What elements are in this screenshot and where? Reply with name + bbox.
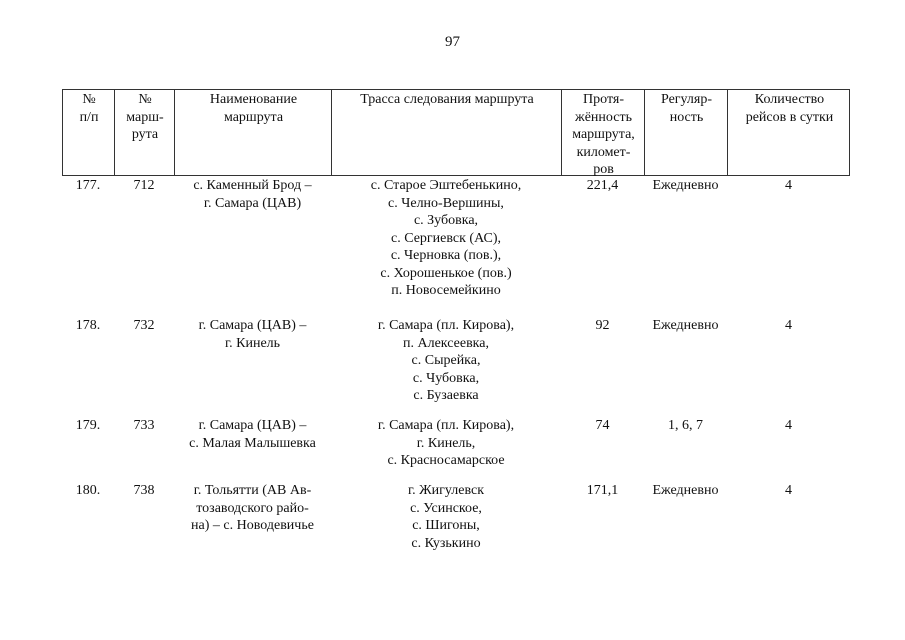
route-path-text: г. Самара (пл. Кирова), (377, 318, 515, 333)
row-number-text: 179. (75, 418, 101, 433)
route-name-cell (174, 177, 331, 212)
row-number-text: 177. (75, 178, 101, 193)
header-text: Наименование (209, 92, 298, 107)
route-path-text: с. Сергиевск (АС), (390, 230, 501, 246)
route-length-text: 74 (595, 418, 610, 433)
route-name-cell (174, 417, 331, 452)
row-number-cell (62, 482, 114, 500)
route-number-cell (114, 417, 174, 435)
trips-per-day-text: 4 (785, 418, 792, 433)
route-path-text: с. Старое Эштебенькино, (370, 178, 522, 193)
row-number-text: 178. (75, 318, 101, 333)
regularity-cell (644, 177, 727, 195)
route-path-text: с. Челно-Вершины, (388, 195, 504, 211)
route-name-text: г. Самара (ЦАВ) – (198, 418, 307, 433)
route-path-text: г. Кинель, (416, 435, 476, 451)
route-path-text: с. Черновка (пов.), (390, 248, 502, 263)
route-name-text: г. Самара (ЦАВ) – (198, 318, 307, 333)
route-path-text: п. Новосемейкино (391, 283, 501, 298)
header-text: Трасса следования маршрута (360, 92, 534, 107)
header-text: № (82, 92, 96, 107)
trips-per-day-text: 4 (785, 318, 792, 333)
route-number-cell (114, 482, 174, 500)
header-text: марш- (126, 109, 164, 125)
route-name-cell (174, 317, 331, 352)
header-text: рейсов в сутки (745, 109, 834, 125)
header-text: п/п (79, 109, 99, 125)
route-number-text: 712 (133, 178, 155, 193)
route-path-text: г. Самара (пл. Кирова), (377, 418, 515, 433)
route-length-cell (561, 177, 644, 195)
row-number-text: 180. (75, 483, 101, 498)
regularity-cell (644, 417, 727, 435)
route-length-text: 221,4 (586, 178, 619, 193)
route-name-text: г. Самара (ЦАВ) (203, 195, 302, 211)
route-name-cell (174, 482, 331, 535)
regularity-text: 1, 6, 7 (668, 418, 703, 433)
header-text: маршрута, (572, 127, 635, 142)
route-length-cell (561, 482, 644, 500)
header-name (175, 90, 332, 176)
header-length (562, 90, 645, 176)
header-text: Регуляр- (660, 92, 713, 107)
route-name-text: с. Малая Малышевка (189, 435, 316, 451)
header-trips (728, 90, 851, 176)
route-path-text: с. Чубовка, (412, 370, 480, 386)
route-length-cell (561, 317, 644, 335)
header-text: километ- (576, 144, 631, 160)
header-text: ность (669, 109, 704, 125)
trips-per-day-text: 4 (785, 483, 792, 498)
route-path-cell (331, 317, 561, 405)
trips-per-day-text: 4 (785, 178, 792, 193)
regularity-text: Ежедневно (652, 178, 719, 193)
row-number-cell (62, 317, 114, 335)
route-path-text: с. Шигоны, (412, 518, 480, 533)
route-path-text: с. Красносамарское (387, 453, 505, 468)
route-name-text: г. Кинель (224, 335, 281, 351)
header-text: № (138, 92, 152, 107)
route-name-text: г. Тольятти (АВ Ав- (193, 483, 312, 498)
trips-per-day-cell (727, 482, 850, 500)
route-path-cell (331, 417, 561, 470)
route-path-text: с. Кузькино (411, 535, 481, 551)
page-number: 97 (445, 34, 460, 50)
trips-per-day-cell (727, 417, 850, 435)
route-name-text: на) – с. Новодевичье (191, 518, 314, 533)
routes-table (62, 89, 850, 551)
route-path-text: с. Сырейка, (411, 353, 481, 368)
route-name-text: тозаводского райо- (196, 500, 309, 516)
route-path-text: с. Зубовка, (413, 213, 479, 228)
header-text: Протя- (583, 92, 624, 107)
row-number-cell (62, 177, 114, 195)
header-num (63, 90, 115, 176)
table-header (62, 89, 850, 176)
trips-per-day-cell (727, 177, 850, 195)
header-text: Количество (754, 92, 825, 107)
regularity-text: Ежедневно (652, 318, 719, 333)
header-text: маршрута (223, 109, 284, 125)
regularity-text: Ежедневно (652, 483, 719, 498)
row-number-cell (62, 417, 114, 435)
regularity-cell (644, 317, 727, 335)
header-text: рута (131, 127, 159, 142)
trips-per-day-cell (727, 317, 850, 335)
route-path-cell (331, 177, 561, 300)
regularity-cell (644, 482, 727, 500)
route-path-text: г. Жигулевск (407, 483, 485, 498)
route-path-text: с. Бузаевка (413, 388, 479, 403)
route-path-text: п. Алексеевка, (403, 335, 489, 351)
header-text: ров (593, 162, 614, 177)
route-number-text: 738 (133, 483, 155, 498)
route-path-text: с. Усинское, (410, 500, 482, 516)
route-name-text: с. Каменный Брод – (193, 178, 312, 193)
header-path (332, 90, 562, 176)
route-length-text: 92 (595, 318, 610, 333)
route-path-text: с. Хорошенькое (пов.) (380, 265, 512, 281)
route-length-cell (561, 417, 644, 435)
header-text: жённость (575, 109, 632, 125)
route-number-text: 733 (133, 418, 155, 433)
route-length-text: 171,1 (586, 483, 619, 498)
header-regularity (645, 90, 728, 176)
route-path-cell (331, 482, 561, 552)
header-route (115, 90, 175, 176)
route-number-cell (114, 317, 174, 335)
route-number-text: 732 (133, 318, 155, 333)
route-number-cell (114, 177, 174, 195)
